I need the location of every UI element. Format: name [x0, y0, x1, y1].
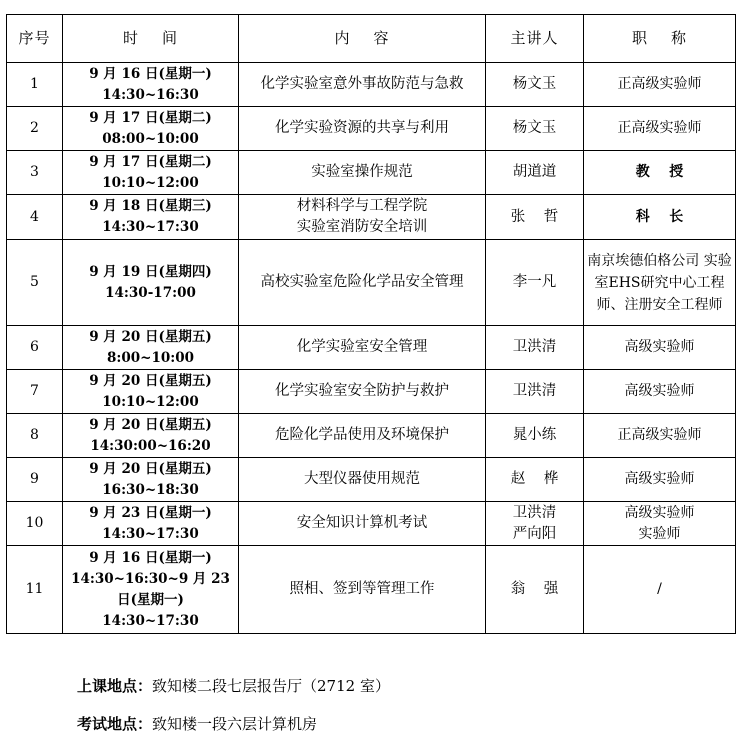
- row-hours: 10:10~12:00: [102, 174, 199, 191]
- header-speaker: 主讲人: [486, 15, 584, 63]
- class-location: [77, 675, 390, 696]
- title-text: 高级实验师: [624, 504, 695, 521]
- row-time: [63, 458, 239, 502]
- row-topic: 材料科学与工程学院: [296, 198, 428, 214]
- row-content: [239, 370, 486, 414]
- table-row: [7, 107, 736, 151]
- row-index: 11: [7, 546, 63, 634]
- row-time: [63, 151, 239, 195]
- row-date: 9 月 20 日(星期五): [89, 372, 212, 389]
- row-content: [239, 326, 486, 370]
- speaker-name: 赵 桦: [510, 471, 559, 487]
- table-row: [7, 502, 736, 546]
- row-hours: 14:30~17:30: [102, 612, 199, 629]
- row-topic: 高校实验室危险化学品安全管理: [260, 274, 464, 290]
- speaker-name: 张 哲: [510, 208, 559, 225]
- row-index: 9: [7, 458, 63, 502]
- row-topic: 照相、签到等管理工作: [289, 581, 435, 597]
- row-date: 9 月 17 日(星期二): [89, 153, 212, 170]
- row-title: 正高级实验师: [584, 414, 736, 458]
- row-speaker: [486, 546, 584, 634]
- schedule-table: [6, 14, 736, 634]
- row-date: 日(星期一): [117, 591, 184, 608]
- exam-location-label: 考试地点：: [77, 715, 153, 733]
- row-index: 5: [7, 240, 63, 326]
- row-content: [239, 107, 486, 151]
- title-text: 南京埃德伯格公司 实验室EHS研究中心工程师、注册安全工程师: [587, 252, 732, 313]
- table-row: [7, 370, 736, 414]
- row-index: 3: [7, 151, 63, 195]
- row-content: [239, 195, 486, 240]
- row-date: 9 月 20 日(星期五): [89, 328, 212, 345]
- row-index: 4: [7, 195, 63, 240]
- row-time: [63, 195, 239, 240]
- row-date: 9 月 18 日(星期三): [89, 198, 212, 214]
- row-speaker: [486, 240, 584, 326]
- row-hours: 14:30~17:30: [102, 219, 199, 235]
- row-title: 高级实验师: [584, 370, 736, 414]
- row-content: [239, 414, 486, 458]
- row-content: [239, 502, 486, 546]
- row-index: 2: [7, 107, 63, 151]
- speaker-name: 卫洪清: [512, 504, 557, 521]
- title-text: 实验师: [638, 525, 681, 542]
- speaker-name: 胡道道: [512, 164, 557, 180]
- row-title: 教 授: [584, 151, 736, 195]
- row-title: 高级实验师: [584, 326, 736, 370]
- row-time: [63, 326, 239, 370]
- row-title: [584, 240, 736, 326]
- speaker-name: 杨文玉: [512, 76, 557, 92]
- exam-location-value: 致知楼一段六层计算机房: [152, 715, 318, 733]
- row-title: 正高级实验师: [584, 107, 736, 151]
- row-time: [63, 107, 239, 151]
- exam-location: [77, 713, 317, 734]
- row-topic: 化学实验室安全防护与救护: [275, 383, 449, 399]
- row-content: [239, 151, 486, 195]
- row-hours: 14:30:00~16:20: [90, 437, 211, 454]
- row-hours: 16:30~18:30: [102, 481, 199, 498]
- table-row: [7, 195, 736, 240]
- row-topic: 实验室操作规范: [311, 164, 413, 180]
- row-speaker: [486, 326, 584, 370]
- row-date: 9 月 17 日(星期二): [89, 109, 212, 126]
- table-row: [7, 63, 736, 107]
- speaker-name: 翁 强: [510, 581, 559, 597]
- row-topic: 化学实验资源的共享与利用: [275, 120, 449, 136]
- row-hours: 10:10~12:00: [102, 393, 199, 410]
- row-time: [63, 502, 239, 546]
- row-title: 正高级实验师: [584, 63, 736, 107]
- row-date: 9 月 16 日(星期一): [89, 549, 212, 566]
- row-content: [239, 63, 486, 107]
- row-topic: 大型仪器使用规范: [304, 471, 420, 487]
- row-hours: 14:30~16:30: [102, 86, 199, 103]
- row-title: 科 长: [584, 195, 736, 240]
- row-date: 9 月 20 日(星期五): [89, 416, 212, 433]
- row-speaker: [486, 63, 584, 107]
- table-row: [7, 240, 736, 326]
- row-hours: 14:30-17:00: [105, 284, 196, 301]
- row-topic: 危险化学品使用及环境保护: [275, 427, 449, 443]
- row-time: [63, 63, 239, 107]
- speaker-name: 卫洪清: [512, 383, 557, 399]
- row-hours: 8:00~10:00: [106, 349, 195, 366]
- row-index: 10: [7, 502, 63, 546]
- row-speaker: [486, 414, 584, 458]
- speaker-name: 李一凡: [512, 274, 557, 290]
- header-content: 内 容: [239, 15, 486, 63]
- speaker-name: 卫洪清: [512, 339, 557, 355]
- row-title: /: [584, 546, 736, 634]
- row-speaker: [486, 370, 584, 414]
- table-row: [7, 151, 736, 195]
- row-speaker: [486, 195, 584, 240]
- row-hours: 08:00~10:00: [102, 130, 199, 147]
- row-speaker: [486, 107, 584, 151]
- speaker-name: 杨文玉: [512, 120, 557, 136]
- row-index: 1: [7, 63, 63, 107]
- row-hours: 14:30~16:30~9 月 23: [71, 570, 230, 587]
- row-content: [239, 240, 486, 326]
- row-speaker: [486, 151, 584, 195]
- row-speaker: [486, 502, 584, 546]
- row-date: 9 月 19 日(星期四): [89, 263, 212, 280]
- row-index: 7: [7, 370, 63, 414]
- row-hours: 14:30~17:30: [102, 525, 199, 542]
- row-date: 9 月 16 日(星期一): [89, 65, 212, 82]
- row-date: 9 月 20 日(星期五): [89, 460, 212, 477]
- table-row: [7, 326, 736, 370]
- speaker-name: 晁小练: [512, 427, 557, 443]
- class-location-label: 上课地点：: [77, 677, 153, 695]
- class-location-value: 致知楼二段七层报告厅（2712 室）: [152, 677, 390, 695]
- row-topic: 安全知识计算机考试: [296, 515, 428, 531]
- row-time: [63, 240, 239, 326]
- row-time: [63, 370, 239, 414]
- row-title: [584, 502, 736, 546]
- row-topic: 实验室消防安全培训: [296, 219, 428, 235]
- row-time: [63, 414, 239, 458]
- row-speaker: [486, 458, 584, 502]
- row-title: 高级实验师: [584, 458, 736, 502]
- header-index: 序号: [7, 15, 63, 63]
- header-title: 职 称: [584, 15, 736, 63]
- row-topic: 化学实验室意外事故防范与急救: [260, 76, 464, 92]
- row-content: [239, 546, 486, 634]
- row-content: [239, 458, 486, 502]
- row-index: 6: [7, 326, 63, 370]
- speaker-name: 严向阳: [512, 525, 557, 542]
- row-time: [63, 546, 239, 634]
- table-header-row: [7, 15, 736, 63]
- row-topic: 化学实验室安全管理: [296, 339, 428, 355]
- table-row: [7, 458, 736, 502]
- row-index: 8: [7, 414, 63, 458]
- table-row: [7, 546, 736, 634]
- row-date: 9 月 23 日(星期一): [89, 504, 212, 521]
- table-row: [7, 414, 736, 458]
- header-time: 时 间: [63, 15, 239, 63]
